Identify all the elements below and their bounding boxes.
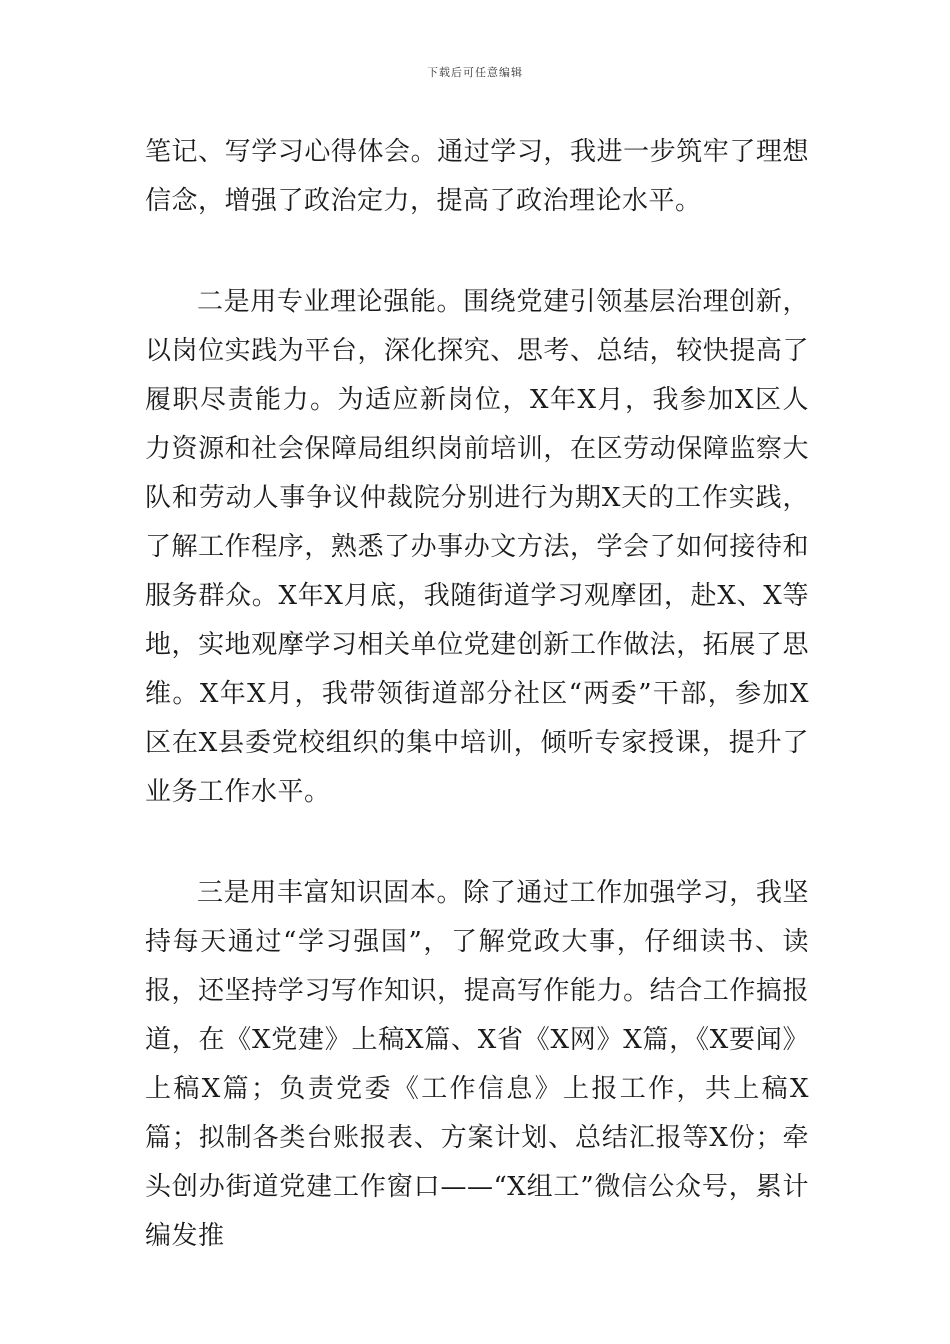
document-body: [145, 128, 809, 1261]
header-note: 下载后可任意编辑: [427, 66, 523, 79]
paragraph-continued: 笔记、写学习心得体会。通过学习，我进一步筑牢了理想信念，增强了政治定力，提高了政治理论水平。: [145, 137, 809, 216]
paragraph-professional-theory: 二是用专业理论强能。围绕党建引领基层治理创新，以岗位实践为平台，深化探究、思考、总结，较快提高了履职尽责能力。为适应新岗位，X年X月，我参加X区人力资源和社会保障局组织岗前培训，在区劳动保障监察大队和劳动人事争议仲裁院分别进行为期X天的工作实践，了解工作程序，熟悉了办事办文方法，学会了如何接待和服务群众。X年X月底，我随街道学习观摩团，赴X、X等地，实地观摩学习相关单位党建创新工作做法，拓展了思维。X年X月，我带领街道部分社区“两委”干部，参加X区在X县委党校组织的集中培训，倾听专家授课，提升了业务工作水平。: [145, 287, 809, 807]
paragraph-rich-knowledge: 三是用丰富知识固本。除了通过工作加强学习，我坚持每天通过“学习强国”，了解党政大事，仔细读书、读报，还坚持学习写作知识，提高写作能力。结合工作搞报道，在《X党建》上稿X篇、X省《X网》X篇，《X要闻》上稿X篇；负责党委《工作信息》上报工作，共上稿X篇；拟制各类台账报表、方案计划、总结汇报等X份；牵头创办街道党建工作窗口——“X组工”微信公众号，累计编发推: [145, 878, 809, 1251]
